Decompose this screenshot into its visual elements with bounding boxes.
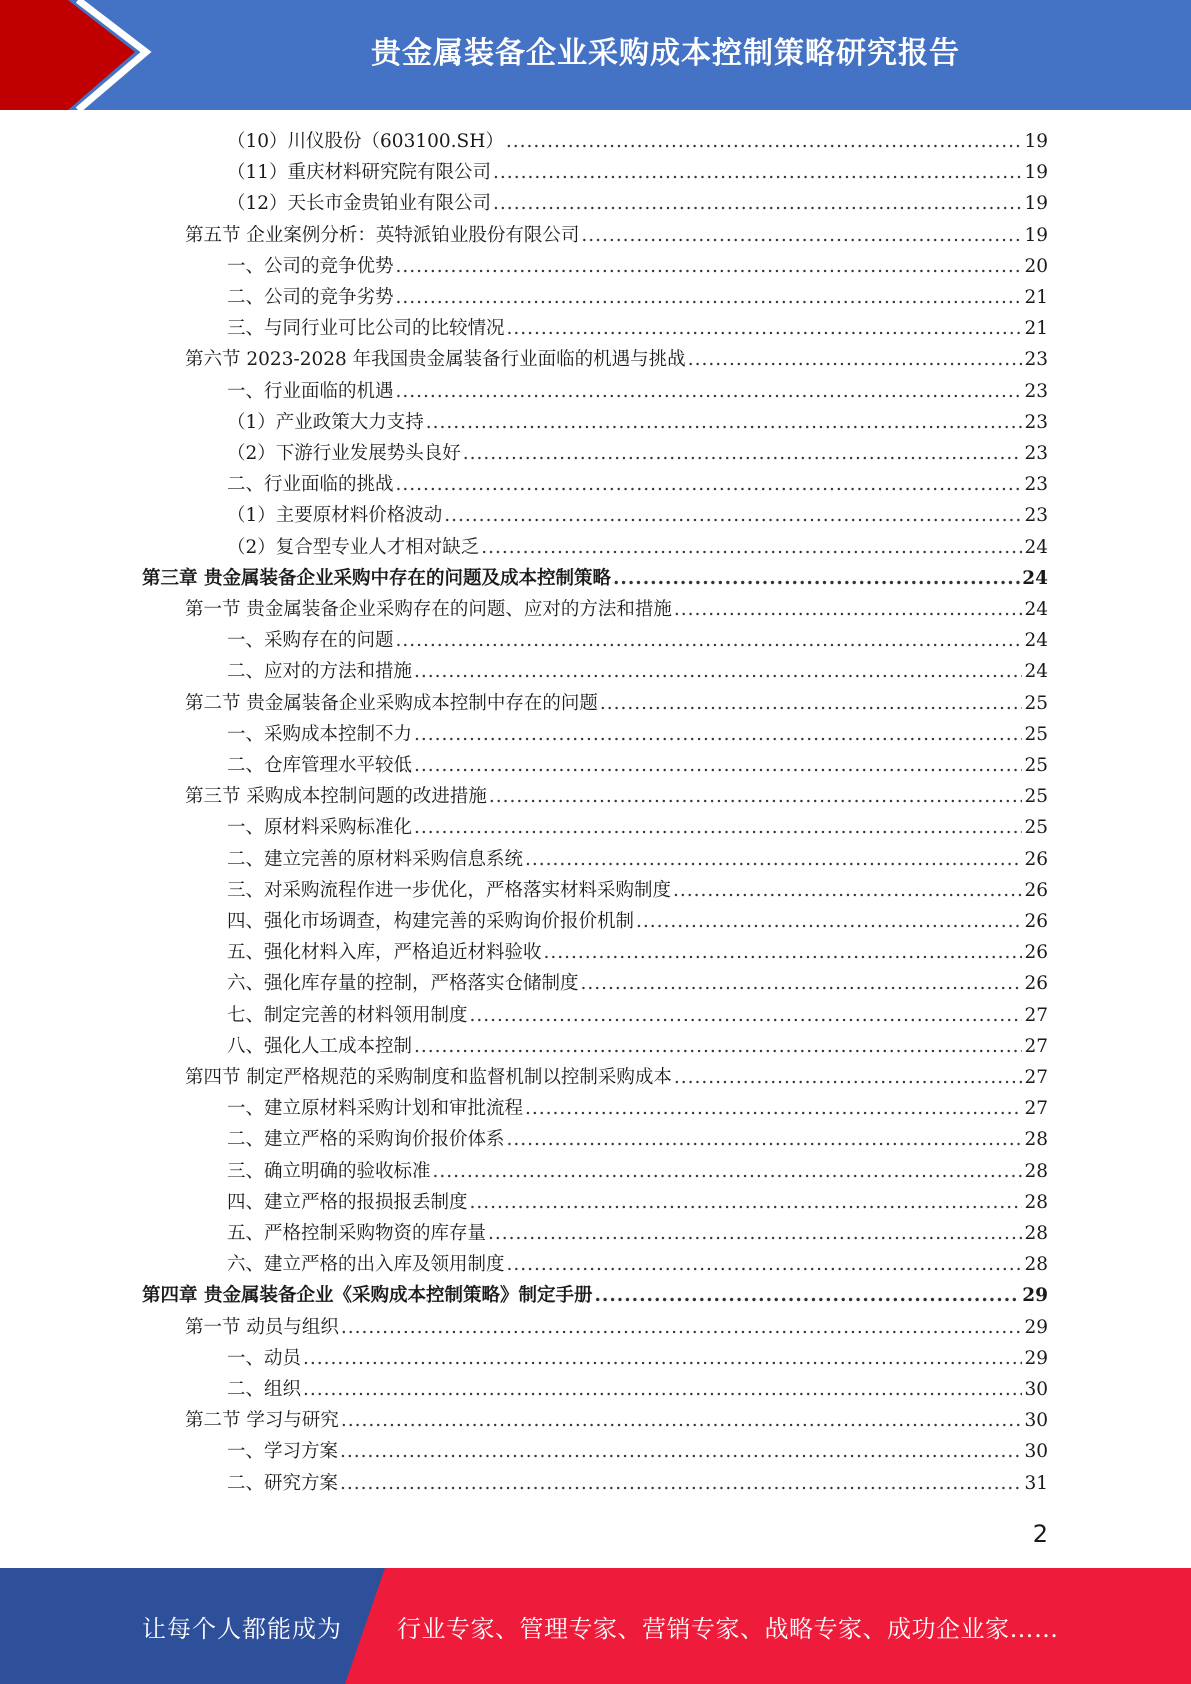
toc-subsection-entry[interactable]	[227, 1250, 1048, 1280]
toc-dot-leader	[340, 1437, 1022, 1467]
toc-entry-title: 第一节 贵金属装备企业采购存在的问题、应对的方法和措施	[185, 599, 672, 620]
toc-entry-title: （10）川仪股份（603100.SH）	[227, 131, 504, 152]
toc-entry-page: 30	[1024, 1379, 1048, 1400]
toc-entry-title: 一、行业面临的机遇	[227, 380, 394, 402]
toc-subsection-entry[interactable]	[227, 626, 1048, 656]
toc-entry-title: 一、动员	[227, 1347, 302, 1369]
toc-dot-leader	[414, 720, 1022, 750]
toc-dot-leader	[525, 845, 1022, 875]
toc-dot-leader	[674, 1063, 1023, 1093]
toc-entry-title: 第五节 企业案例分析：英特派铂业股份有限公司	[185, 224, 580, 246]
toc-entry-page: 25	[1024, 817, 1048, 839]
toc-chapter-entry[interactable]	[142, 1281, 1048, 1311]
toc-entry-page: 27	[1024, 1067, 1048, 1088]
toc-dot-leader	[481, 533, 1022, 563]
toc-entry-page: 24	[1024, 599, 1048, 620]
toc-section-entry[interactable]	[185, 1313, 1048, 1343]
toc-entry-page: 26	[1024, 942, 1048, 964]
toc-subsection-entry[interactable]	[227, 1219, 1048, 1249]
toc-entry-page: 28	[1024, 1254, 1048, 1276]
toc-entry-page: 19	[1024, 162, 1048, 184]
toc-subsection-entry[interactable]	[227, 127, 1048, 157]
toc-section-entry[interactable]	[185, 1406, 1048, 1436]
toc-dot-leader	[396, 470, 1023, 500]
toc-entry-title: 二、公司的竞争劣势	[227, 287, 394, 308]
toc-entry-page: 28	[1024, 1191, 1048, 1213]
toc-dot-leader	[581, 969, 1023, 999]
toc-subsection-entry[interactable]	[227, 283, 1048, 313]
toc-dot-leader	[414, 813, 1022, 843]
toc-entry-page: 23	[1024, 505, 1048, 527]
toc-entry-title: 五、强化材料入库，严格追近材料验收	[227, 942, 542, 964]
toc-subsection-entry[interactable]	[227, 439, 1048, 469]
toc-entry-title: 一、学习方案	[227, 1441, 339, 1463]
toc-entry-page: 23	[1024, 474, 1048, 496]
toc-dot-leader	[488, 1219, 1022, 1249]
toc-dot-leader	[470, 1188, 1023, 1218]
toc-entry-title: 第四章 贵金属装备企业《采购成本控制策略》制定手册	[142, 1285, 593, 1307]
toc-dot-leader	[674, 595, 1023, 625]
toc-subsection-entry[interactable]	[227, 876, 1048, 906]
toc-dot-leader	[426, 408, 1023, 438]
toc-subsection-entry[interactable]	[227, 657, 1048, 687]
toc-dot-leader	[414, 657, 1022, 687]
footer-slogan-right: 行业专家、管理专家、营销专家、战略专家、成功企业家……	[397, 1614, 1059, 1643]
toc-subsection-entry[interactable]	[227, 1437, 1048, 1467]
toc-entry-page: 24	[1024, 661, 1048, 683]
toc-dot-leader	[303, 1375, 1022, 1405]
toc-entry-page: 21	[1024, 318, 1048, 340]
toc-entry-page: 23	[1024, 411, 1048, 433]
toc-dot-leader	[396, 626, 1023, 656]
toc-subsection-entry[interactable]	[227, 813, 1048, 843]
toc-dot-leader	[507, 314, 1023, 344]
toc-subsection-entry[interactable]	[227, 1094, 1048, 1124]
toc-subsection-entry[interactable]	[227, 751, 1048, 781]
toc-dot-leader	[581, 221, 1022, 251]
toc-entry-title: 第三章 贵金属装备企业采购中存在的问题及成本控制策略	[142, 567, 611, 589]
toc-entry-page: 28	[1024, 1223, 1048, 1244]
toc-entry-title: 七、制定完善的材料领用制度	[227, 1004, 468, 1026]
toc-entry-page: 28	[1024, 1160, 1048, 1182]
toc-subsection-entry[interactable]	[227, 252, 1048, 282]
toc-entry-title: 第六节 2023-2028 年我国贵金属装备行业面临的机遇与挑战	[185, 349, 686, 371]
toc-entry-title: 三、与同行业可比公司的比较情况	[227, 318, 505, 340]
toc-entry-page: 26	[1024, 973, 1048, 995]
toc-subsection-entry[interactable]	[227, 1032, 1048, 1062]
toc-entry-page: 23	[1024, 443, 1048, 464]
toc-subsection-entry[interactable]	[227, 720, 1048, 750]
toc-entry-page: 25	[1024, 755, 1048, 776]
toc-entry-page: 19	[1024, 131, 1048, 152]
toc-entry-page: 26	[1024, 848, 1048, 870]
toc-section-entry[interactable]	[185, 1063, 1048, 1093]
toc-subsection-entry[interactable]	[227, 501, 1048, 531]
toc-entry-title: （1）主要原材料价格波动	[227, 505, 443, 527]
toc-dot-leader	[340, 1469, 1022, 1499]
toc-dot-leader	[613, 564, 1020, 594]
footer-slogan-left: 让每个人都能成为	[142, 1614, 342, 1643]
toc-dot-leader	[463, 439, 1023, 469]
toc-dot-leader	[396, 377, 1023, 407]
toc-dot-leader	[525, 1094, 1022, 1124]
toc-entry-page: 28	[1024, 1129, 1048, 1151]
toc-entry-page: 21	[1024, 287, 1048, 308]
toc-entry-title: 一、建立原材料采购计划和审批流程	[227, 1098, 524, 1120]
toc-entry-title: 一、采购成本控制不力	[227, 723, 413, 745]
toc-entry-page: 23	[1024, 349, 1048, 371]
toc-dot-leader	[414, 751, 1022, 781]
toc-entry-title: 八、强化人工成本控制	[227, 1035, 413, 1057]
toc-dot-leader	[507, 1250, 1023, 1280]
toc-dot-leader	[433, 1157, 1023, 1187]
toc-entry-page: 30	[1024, 1410, 1048, 1432]
toc-entry-title: （1）产业政策大力支持	[227, 411, 424, 433]
toc-entry-page: 26	[1024, 879, 1048, 901]
toc-dot-leader	[489, 782, 1023, 812]
toc-dot-leader	[594, 1281, 1020, 1311]
toc-dot-leader	[600, 689, 1023, 719]
toc-entry-title: 六、建立严格的出入库及领用制度	[227, 1254, 505, 1276]
toc-dot-leader	[444, 501, 1022, 531]
toc-section-entry[interactable]	[185, 221, 1048, 251]
toc-entry-title: 第三节 采购成本控制问题的改进措施	[185, 786, 487, 808]
toc-entry-page: 24	[1024, 630, 1048, 652]
toc-entry-page: 19	[1024, 224, 1048, 246]
toc-subsection-entry[interactable]	[227, 1344, 1048, 1374]
toc-subsection-entry[interactable]	[227, 470, 1048, 500]
toc-entry-page: 30	[1024, 1441, 1048, 1463]
toc-entry-page: 29	[1024, 1347, 1048, 1369]
toc-entry-title: （12）天长市金贵铂业有限公司	[227, 193, 492, 215]
toc-entry-title: 二、研究方案	[227, 1472, 339, 1494]
toc-subsection-entry[interactable]	[227, 1157, 1048, 1187]
toc-entry-page: 26	[1024, 911, 1048, 932]
toc-entry-page: 19	[1024, 193, 1048, 215]
page-footer	[0, 1568, 1191, 1684]
page-header	[0, 0, 1191, 110]
toc-entry-page: 25	[1024, 723, 1048, 745]
toc-dot-leader	[470, 1001, 1023, 1031]
toc-entry-page: 25	[1024, 692, 1048, 714]
toc-entry-title: 五、严格控制采购物资的库存量	[227, 1223, 487, 1244]
toc-dot-leader	[493, 158, 1022, 188]
toc-dot-leader	[341, 1313, 1023, 1343]
toc-section-entry[interactable]	[185, 782, 1048, 812]
toc-entry-page: 25	[1024, 786, 1048, 808]
toc-subsection-entry[interactable]	[227, 1375, 1048, 1405]
toc-entry-title: 四、建立严格的报损报丢制度	[227, 1191, 468, 1213]
toc-entry-page: 31	[1024, 1472, 1048, 1494]
toc-subsection-entry[interactable]	[227, 189, 1048, 219]
toc-chapter-entry[interactable]	[142, 564, 1048, 594]
toc-subsection-entry[interactable]	[227, 845, 1048, 875]
toc-entry-title: 三、确立明确的验收标准	[227, 1160, 431, 1182]
toc-entry-page: 27	[1024, 1035, 1048, 1057]
toc-dot-leader	[636, 907, 1022, 937]
toc-subsection-entry[interactable]	[227, 1125, 1048, 1155]
toc-dot-leader	[506, 127, 1023, 157]
toc-entry-title: 一、公司的竞争优势	[227, 255, 394, 277]
toc-section-entry[interactable]	[185, 345, 1048, 375]
toc-entry-title: 一、采购存在的问题	[227, 630, 394, 652]
toc-entry-title: 二、行业面临的挑战	[227, 474, 394, 496]
toc-entry-title: （11）重庆材料研究院有限公司	[227, 162, 492, 184]
toc-entry-title: 二、组织	[227, 1379, 302, 1400]
toc-entry-title: 四、强化市场调查，构建完善的采购询价报价机制	[227, 911, 635, 932]
toc-entry-page: 24	[1024, 536, 1048, 558]
toc-entry-title: （2）下游行业发展势头良好	[227, 443, 461, 464]
toc-subsection-entry[interactable]	[227, 907, 1048, 937]
toc-section-entry[interactable]	[185, 689, 1048, 719]
toc-entry-page: 23	[1024, 380, 1048, 402]
toc-subsection-entry[interactable]	[227, 938, 1048, 968]
toc-entry-page: 24	[1022, 567, 1048, 589]
toc-dot-leader	[414, 1032, 1022, 1062]
toc-entry-title: 三、对采购流程作进一步优化，严格落实材料采购制度	[227, 879, 672, 901]
toc-entry-page: 20	[1024, 255, 1048, 277]
report-title: 贵金属装备企业采购成本控制策略研究报告	[371, 36, 960, 71]
toc-subsection-entry[interactable]	[227, 158, 1048, 188]
toc-subsection-entry[interactable]	[227, 1469, 1048, 1499]
toc-dot-leader	[303, 1344, 1022, 1374]
toc-dot-leader	[507, 1125, 1023, 1155]
toc-dot-leader	[341, 1406, 1023, 1436]
toc-subsection-entry[interactable]	[227, 969, 1048, 999]
toc-entry-title: 二、仓库管理水平较低	[227, 755, 413, 776]
toc-dot-leader	[673, 876, 1022, 906]
toc-entry-title: 二、应对的方法和措施	[227, 661, 413, 683]
toc-entry-page: 27	[1024, 1098, 1048, 1120]
toc-entry-title: 二、建立严格的采购询价报价体系	[227, 1129, 505, 1151]
toc-dot-leader	[396, 252, 1023, 282]
toc-entry-title: （2）复合型专业人才相对缺乏	[227, 536, 480, 558]
toc-subsection-entry[interactable]	[227, 314, 1048, 344]
toc-entry-title: 第四节 制定严格规范的采购制度和监督机制以控制采购成本	[185, 1067, 672, 1088]
toc-dot-leader	[544, 938, 1023, 968]
toc-subsection-entry[interactable]	[227, 1188, 1048, 1218]
toc-subsection-entry[interactable]	[227, 533, 1048, 563]
toc-entry-title: 六、强化库存量的控制，严格落实仓储制度	[227, 973, 579, 995]
toc-section-entry[interactable]	[185, 595, 1048, 625]
toc-entry-title: 一、原材料采购标准化	[227, 817, 413, 839]
toc-entry-page: 29	[1024, 1316, 1048, 1338]
page-number: 2	[1032, 1520, 1048, 1548]
toc-entry-title: 第一节 动员与组织	[185, 1316, 339, 1338]
toc-dot-leader	[493, 189, 1022, 219]
toc-entry-title: 第二节 贵金属装备企业采购成本控制中存在的问题	[185, 692, 598, 714]
toc-dot-leader	[396, 283, 1023, 313]
toc-entry-title: 第二节 学习与研究	[185, 1410, 339, 1432]
toc-entry-title: 二、建立完善的原材料采购信息系统	[227, 848, 524, 870]
toc-subsection-entry[interactable]	[227, 1001, 1048, 1031]
toc-subsection-entry[interactable]	[227, 377, 1048, 407]
toc-dot-leader	[688, 345, 1023, 375]
toc-entry-page: 29	[1022, 1285, 1048, 1307]
toc-subsection-entry[interactable]	[227, 408, 1048, 438]
toc-entry-page: 27	[1024, 1004, 1048, 1026]
